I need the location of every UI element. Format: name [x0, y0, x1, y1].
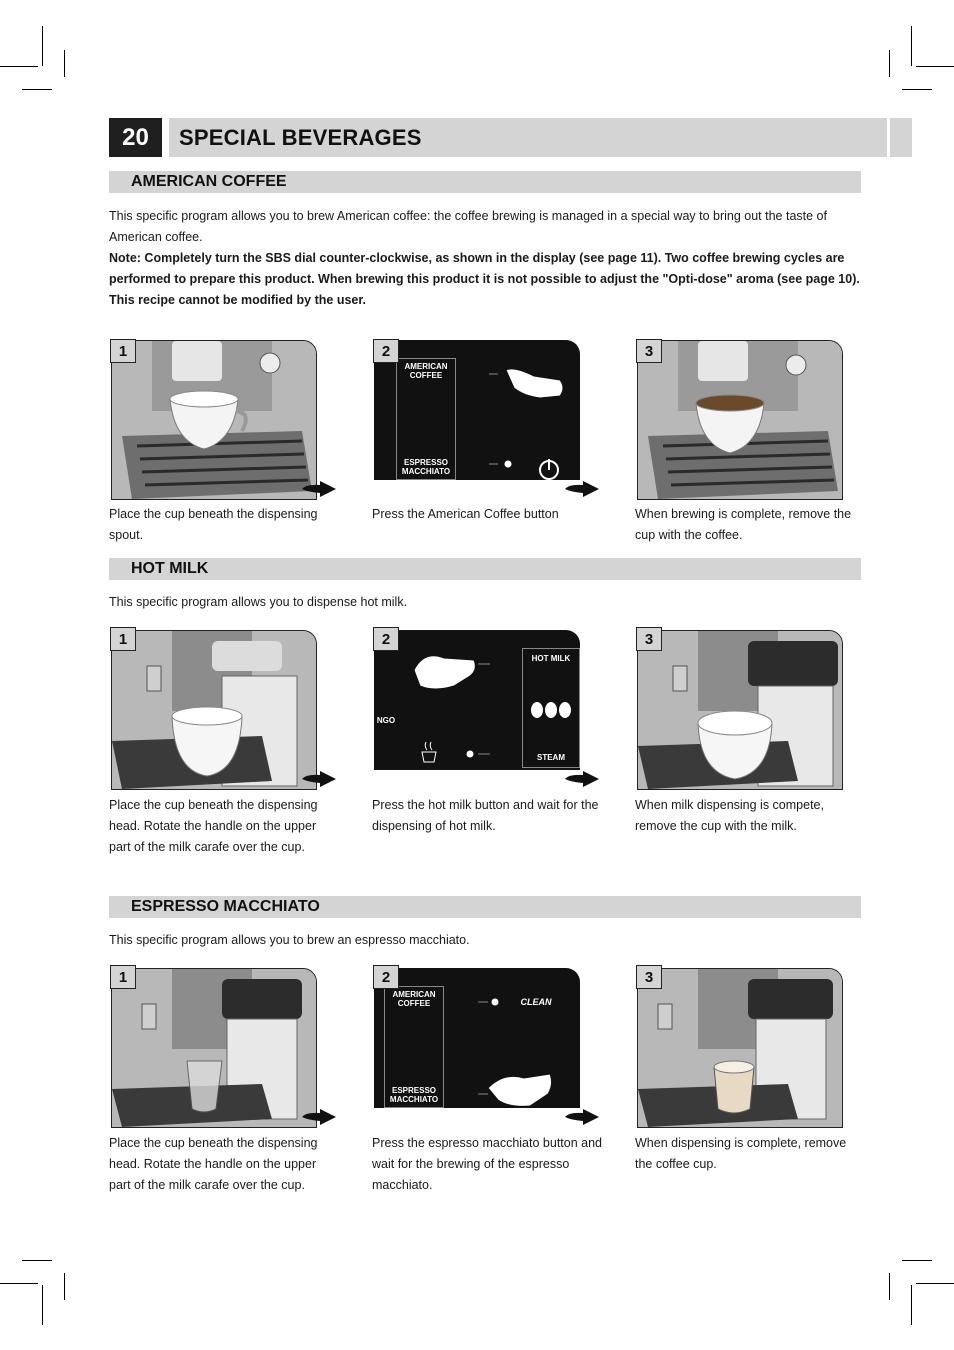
step-number: 1: [110, 965, 136, 989]
espresso-macchiato-button-label[interactable]: ESPRESSO MACCHIATO: [401, 458, 451, 476]
american-coffee-button-label[interactable]: AMERICAN COFFEE: [392, 990, 436, 1008]
step-caption: When brewing is complete, remove the cup with the coffee.: [635, 507, 852, 542]
photo-cup-under-milk-carafe: [111, 630, 317, 790]
page-title-bar: [169, 118, 887, 157]
pointing-hand-icon: [488, 1074, 552, 1106]
crop-mark: [889, 1273, 890, 1300]
american-coffee-button-label[interactable]: AMERICAN COFFEE: [404, 362, 448, 380]
control-panel-display: [374, 968, 580, 1128]
step-caption: Press the hot milk button and wait for the dispensing of hot milk.: [372, 798, 599, 833]
crop-mark: [916, 66, 954, 67]
control-panel-display: [374, 340, 580, 500]
clean-button-label[interactable]: CLEAN: [520, 997, 552, 1007]
steam-cup-icon: [422, 742, 436, 762]
page-number: 20: [109, 118, 162, 157]
crop-mark: [889, 50, 890, 77]
section-note: Note: Completely turn the SBS dial counter-clockwise, as shown in the display (see page 11). Two coffee brewing cycles are performed to prepare this product. When brewing this product it is not possible to adjust the "Opti-dose" aroma (see page 10). This recipe cannot be modified by the user.: [109, 251, 860, 307]
page-header: [109, 118, 912, 157]
arrow-right-icon: [565, 771, 599, 787]
coffee-beans-icon: [531, 702, 571, 718]
power-icon: [540, 459, 558, 479]
step-number: 3: [636, 339, 662, 363]
step-number: 3: [636, 965, 662, 989]
step-caption: When dispensing is complete, remove the coffee cup.: [635, 1136, 847, 1171]
section-intro: This specific program allows you to brew American coffee: the coffee brewing is managed in a special way to bring out the taste of American coffee.: [109, 209, 827, 244]
step-number: 2: [373, 965, 399, 989]
section-header-hot-milk: [109, 558, 861, 580]
arrow-right-icon: [565, 481, 599, 497]
arrow-right-icon: [302, 1109, 336, 1125]
arrow-right-icon: [302, 481, 336, 497]
step-caption: Press the American Coffee button: [372, 507, 559, 521]
control-panel-display: [374, 630, 580, 790]
crop-mark: [0, 1283, 38, 1284]
page-title-bar-end: [890, 118, 912, 157]
section-title: ESPRESSO MACCHIATO: [131, 898, 320, 915]
photo-remove-macchiato-glass: [637, 968, 843, 1128]
step-number: 1: [110, 339, 136, 363]
section-header-espresso-macchiato: [109, 896, 861, 918]
crop-mark: [22, 1260, 52, 1261]
photo-remove-coffee-cup: [637, 340, 843, 500]
step-number: 1: [110, 627, 136, 651]
step-caption: Place the cup beneath the dispensing head. Rotate the handle on the upper part of the milk carafe over the cup.: [109, 798, 318, 854]
step-caption: Place the cup beneath the dispensing head. Rotate the handle on the upper part of the milk carafe over the cup.: [109, 1136, 318, 1192]
photo-remove-milk-cup: [637, 630, 843, 790]
arrow-right-icon: [302, 771, 336, 787]
crop-mark: [64, 1273, 65, 1300]
crop-mark: [911, 26, 912, 66]
step-number: 3: [636, 627, 662, 651]
crop-mark: [42, 26, 43, 66]
photo-glass-under-milk-carafe: [111, 968, 317, 1128]
hot-milk-button-label[interactable]: HOT MILK: [531, 654, 571, 663]
photo-cup-under-spout: [111, 340, 317, 500]
step-caption: Press the espresso macchiato button and wait for the brewing of the espresso macchiato.: [372, 1136, 602, 1192]
section-title: HOT MILK: [131, 560, 209, 577]
pointing-hand-icon: [506, 369, 563, 398]
step-number: 2: [373, 339, 399, 363]
steam-button-label[interactable]: STEAM: [537, 753, 565, 762]
panel-side-label: NGO: [376, 716, 396, 725]
section-title: AMERICAN COFFEE: [131, 173, 287, 190]
section-intro: This specific program allows you to dispense hot milk.: [109, 595, 408, 609]
arrow-right-icon: [565, 1109, 599, 1125]
pointing-hand-icon: [414, 656, 475, 689]
espresso-macchiato-button-label[interactable]: ESPRESSO MACCHIATO: [389, 1086, 439, 1104]
crop-mark: [42, 1285, 43, 1325]
page-title: SPECIAL BEVERAGES: [179, 125, 422, 150]
step-number: 2: [373, 627, 399, 651]
crop-mark: [916, 1283, 954, 1284]
step-caption: Place the cup beneath the dispensing spout.: [109, 507, 318, 542]
crop-mark: [902, 89, 932, 90]
step-caption: When milk dispensing is compete, remove the cup with the milk.: [635, 798, 824, 833]
crop-mark: [911, 1285, 912, 1325]
section-intro: This specific program allows you to brew an espresso macchiato.: [109, 933, 470, 947]
crop-mark: [0, 66, 38, 67]
crop-mark: [64, 50, 65, 77]
crop-mark: [22, 89, 52, 90]
crop-mark: [902, 1260, 932, 1261]
section-header-american-coffee: [109, 171, 861, 193]
